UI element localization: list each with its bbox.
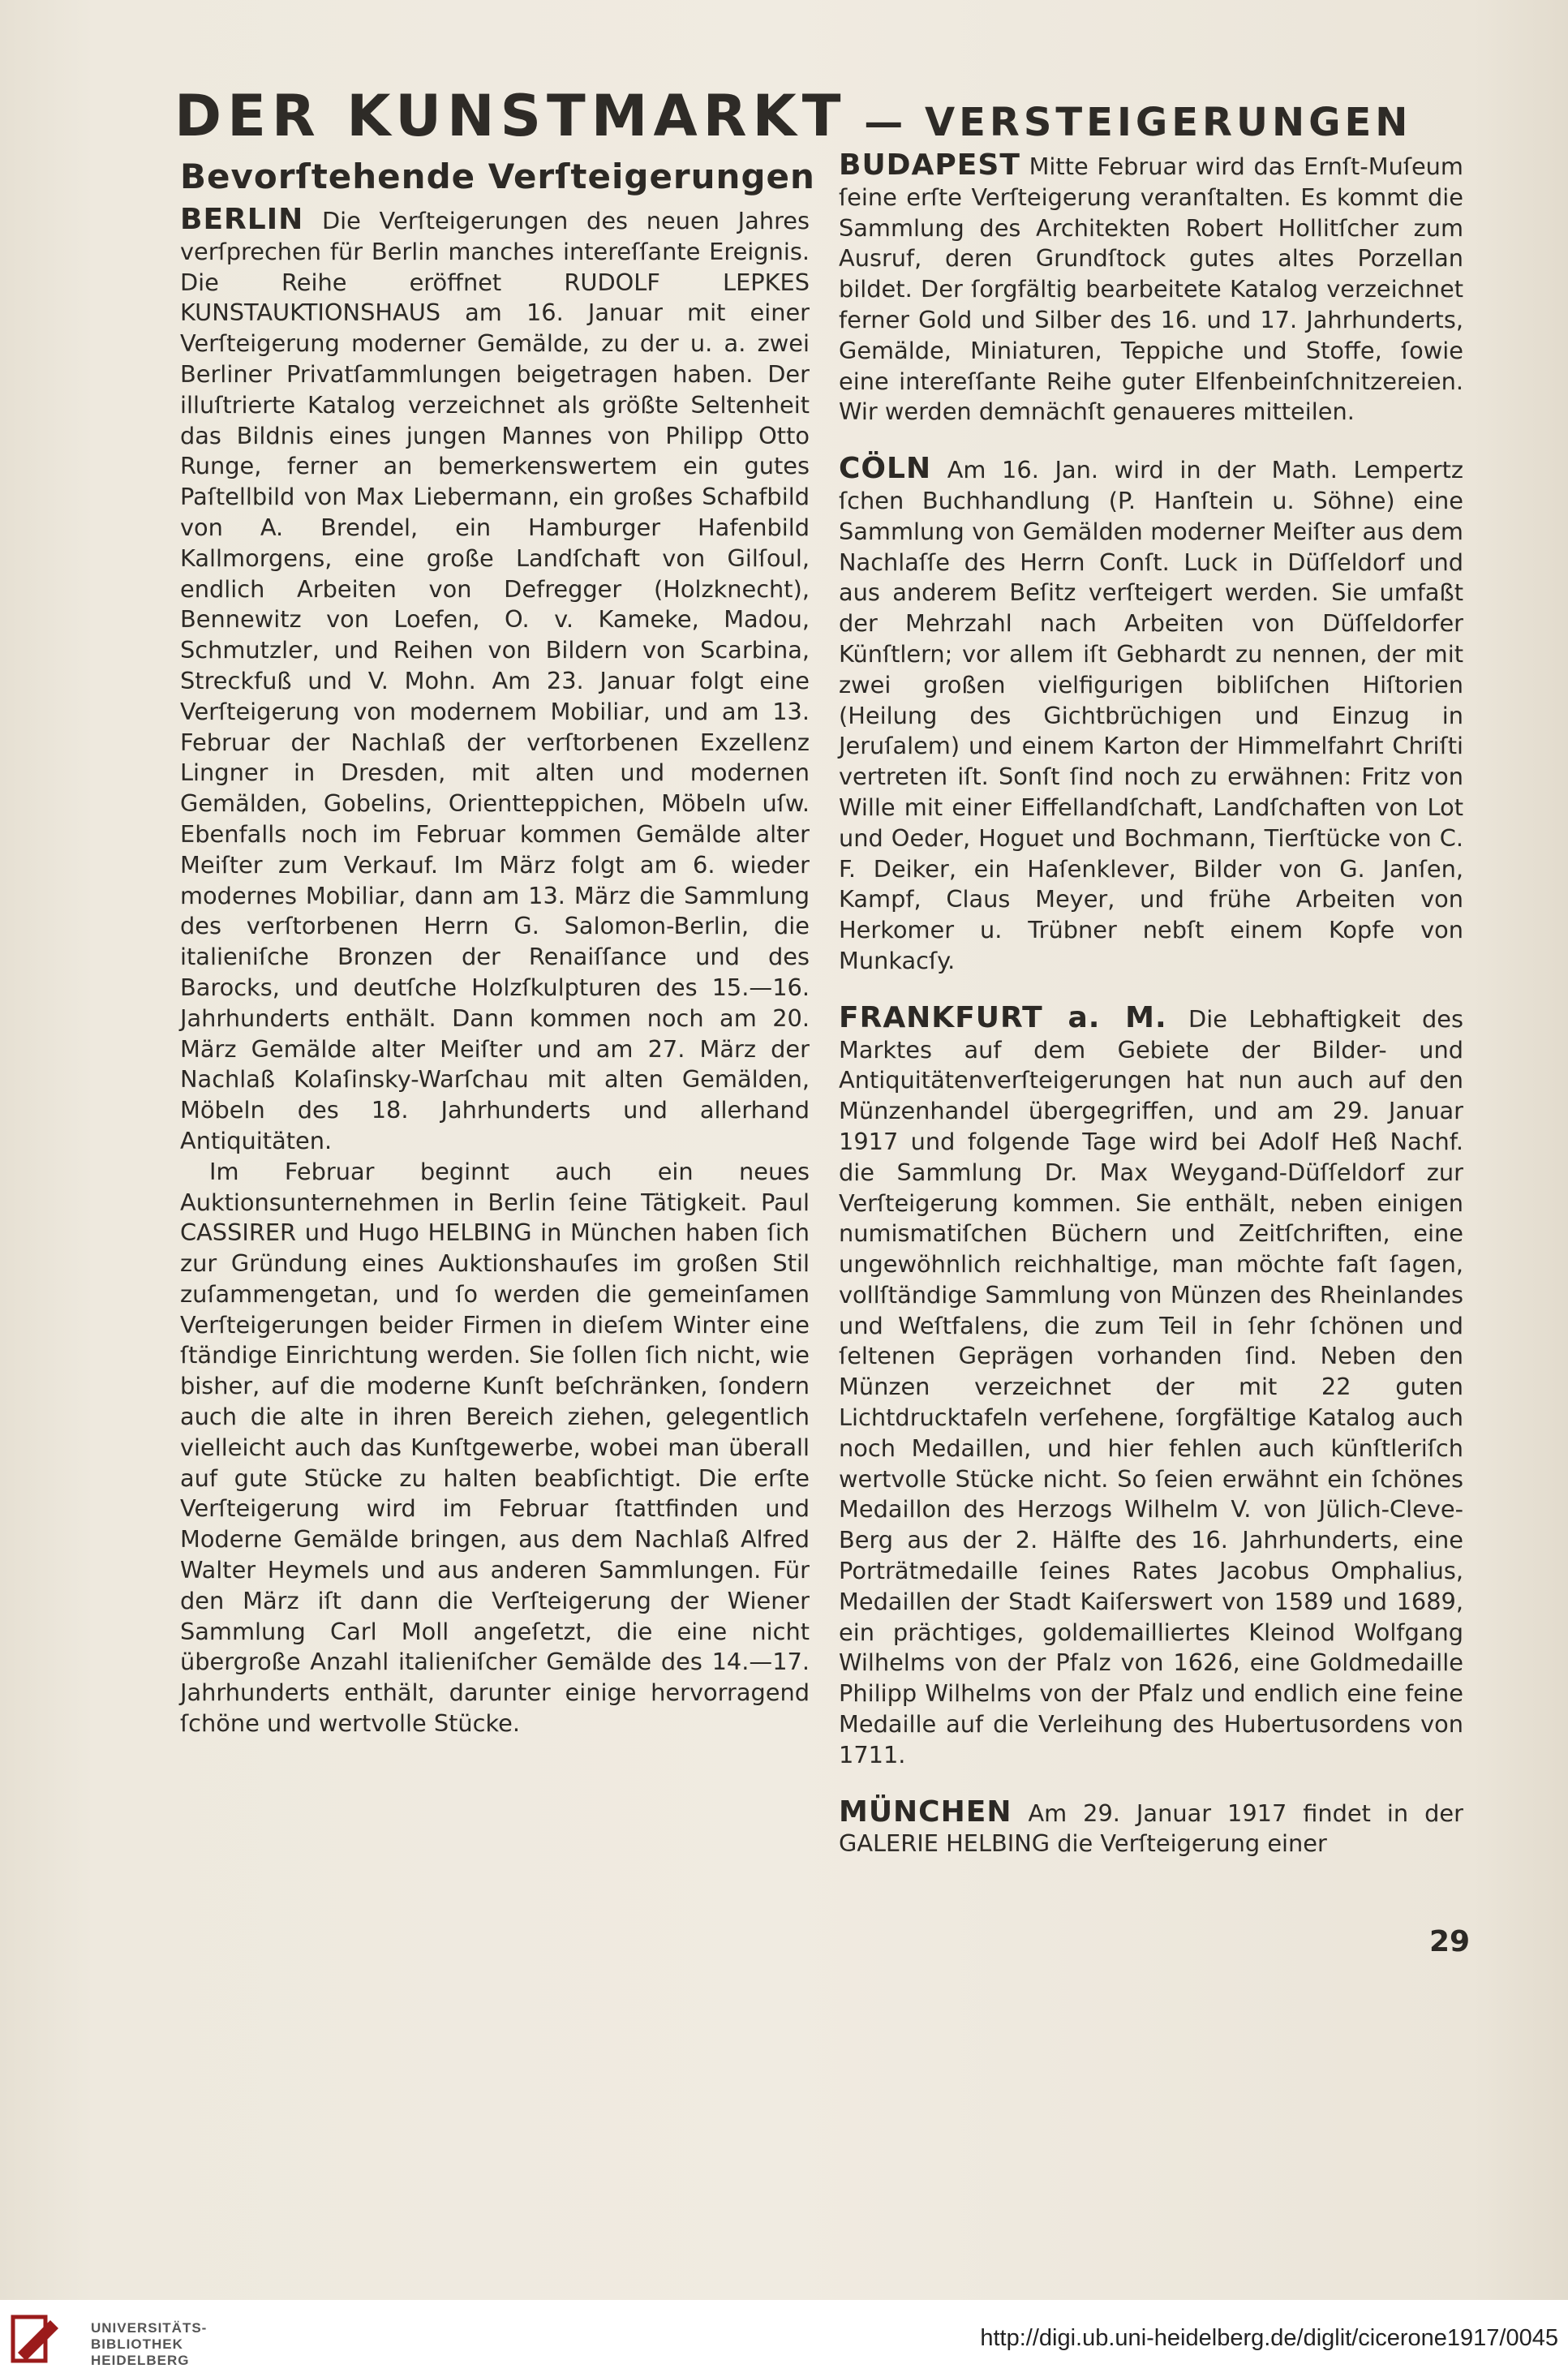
- berlin-text: Die Verſteigerungen des neuen Jahres verſprechen für Berlin manches intereſſante Ereignis. Die Reihe eröffnet RUDOLF LEPKES KUNSTAUKTIONSHAUS am 16. Januar mit einer Verſteigerung moderner Gemälde, zu der u. a. zwei Berliner Privatſammlungen beigetragen haben. Der illuſtrierte Katalog verzeichnet als größte Seltenheit das Bildnis eines jungen Mannes von Philipp Otto Runge, ferner an bemerkenswertem ein gutes Paſtellbild von Max Liebermann, ein großes Schafbild von A. Brendel, ein Hamburger Hafenbild Kallmorgens, eine große Landſchaft von Gilſoul, endlich Arbeiten von Defregger (Holzknecht), Bennewitz von Loefen, O. v. Kameke, Madou, Schmutzler, und Reihen von Bildern von Scarbina, Streckfuß und V. Mohn. Am 23. Januar folgt eine Verſteigerung von modernem Mobiliar, und am 13. Februar der Nachlaß der verſtorbenen Exzellenz Lingner in Dresden, mit alten und modernen Gemälden, Gobelins, Orientteppichen, Möbeln uſw. Ebenfalls noch im Februar kommen Gemälde alter Meiſter zum Verkauf. Im März folgt am 6. wieder modernes Mobiliar, dann am 13. März die Sammlung des verſtorbenen Herrn G. Salomon-Berlin, die italieniſche Bronzen der Renaiſſance und des Barocks, und deutſche Holzſkulpturen des 15.—16. Jahrhunderts enthält. Dann kommen noch am 20. März Gemälde alter Meiſter und am 27. März der Nachlaß Kolaſinsky-Warſchau mit alten Gemälden, Möbeln des 18. Jahrhunderts und allerhand Antiquitäten.: [180, 207, 810, 1154]
- city-heading-budapest: BUDAPEST: [839, 148, 1020, 182]
- library-name-line-1: UNIVERSITÄTS-: [91, 2320, 208, 2336]
- section-subheading: Bevorſtehende Verſteigerungen: [180, 157, 815, 196]
- title-sub: VERSTEIGERUNGEN: [924, 100, 1412, 145]
- muenchen-text: Am 29. Januar 1917 findet in der GALERIE HELBING die Verſteigerung einer: [839, 1799, 1463, 1858]
- right-column: [839, 150, 1463, 1859]
- source-url-link[interactable]: http://digi.ub.uni-heidelberg.de/diglit/cicerone1917/0045: [980, 2325, 1558, 2351]
- city-heading-muenchen: MÜNCHEN: [839, 1795, 1012, 1829]
- coeln-paragraph: [839, 453, 1463, 977]
- library-logo-icon[interactable]: [8, 2310, 65, 2367]
- title-main: DER KUNSTMARKT: [174, 83, 847, 149]
- coeln-text: Am 16. Jan. wird in der Math. Lempertz ſchen Buchhandlung (P. Hanſtein u. Söhne) eine Sammlung von Gemälden moderner Meiſter aus dem Nachlaſſe des Herrn Conſt. Luck in Düſſeldorf und aus anderem Beſitz verſteigert werden. Sie umfaßt der Mehrzahl nach Arbeiten von Düſſeldorfer Künſtlern; vor allem iſt Gebhardt zu nennen, der mit zwei großen vielfigurigen bibliſchen Hiſtorien (Heilung des Gichtbrüchigen und Einzug in Jeruſalem) und einem Karton der Himmelfahrt Chriſti vertreten iſt. Sonſt ſind noch zu erwähnen: Fritz von Wille mit einer Eiffellandſchaft, Landſchaften von Lot und Oeder, Hoguet und Bochmann, Tierſtücke von C. F. Deiker, ein Haſenklever, Bilder von G. Janſen, Kampf, Claus Meyer, und frühe Arbeiten von Herkomer u. Trübner nebſt einem Kopfe von Munkacſy.: [839, 456, 1463, 974]
- frankfurt-text: Die Lebhaftigkeit des Marktes auf dem Gebiete der Bilder- und Antiquitätenverſteigerungen hat nun auch auf den Münzenhandel übergegriffen, und am 29. Januar 1917 und folgende Tage wird bei Adolf Heß Nachf. die Sammlung Dr. Max Weygand-Düſſeldorf zur Verſteigerung kommen. Sie enthält, neben einigen numismatiſchen Büchern und Zeitſchriften, eine ungewöhnlich reichhaltige, man möchte faſt ſagen, vollſtändige Sammlung von Münzen des Rheinlandes und Weſtfalens, die zum Teil in ſehr ſchönen und ſeltenen Geprägen vorhanden ſind. Neben den Münzen verzeichnet der mit 22 guten Lichtdrucktafeln verſehene, ſorgfältige Katalog auch noch Medaillen, und hier fehlen auch künſtleriſch wertvolle Stücke nicht. So ſeien erwähnt ein ſchönes Medaillon des Herzogs Wilhelm V. von Jülich-Cleve-Berg aus der 2. Hälfte des 16. Jahrhunderts, eine Porträtmedaille ſeines Rates Jacobus Omphalius, Medaillen der Stadt Kaiſerswert von 1589 und 1689, ein prächtiges, goldemailliertes Kleinod Wolfgang Wilhelms von der Pfalz von 1626, eine Goldmedaille Philipp Wilhelms von der Pfalz und endlich eine feine Medaille auf die Verleihung des Hubertusordens von 1711.: [839, 1004, 1463, 1769]
- library-name-line-3: HEIDELBERG: [91, 2353, 190, 2368]
- page-title: [174, 83, 1448, 149]
- city-heading-frankfurt: FRANKFURT a. M.: [839, 1000, 1167, 1034]
- page-number: 29: [1429, 1925, 1471, 1958]
- budapest-paragraph: [839, 150, 1463, 428]
- berlin-paragraph: [180, 204, 810, 1157]
- city-heading-berlin: BERLIN: [180, 203, 304, 236]
- title-dash: —: [846, 100, 925, 145]
- budapest-text: Mitte Februar wird das Ernſt-Muſeum ſeine erſte Verſteigerung veranſtalten. Es kommt die Sammlung des Architekten Robert Hollitſcher zum Ausruf, deren Grundſtock gutes altes Porzellan bildet. Der ſorgfältig bearbeitete Katalog verzeichnet ferner Gold und Silber des 16. und 17. Jahrhunderts, Gemälde, Miniaturen, Teppiche und Stoffe, ſowie eine intereſſante Reihe guter Elfenbeinſchnitzereien. Wir werden demnächſt genaueres mitteilen.: [839, 153, 1463, 426]
- left-column: [180, 154, 815, 1739]
- library-name-line-2: BIBLIOTHEK: [91, 2336, 183, 2352]
- muenchen-paragraph: [839, 1797, 1463, 1860]
- library-name: [91, 2320, 207, 2369]
- auction-house-paragraph: Im Februar beginnt auch ein neues Auktionsunternehmen in Berlin ſeine Tätigkeit. Paul CASSIRER und Hugo HELBING in München haben ſich zur Gründung eines Auktionshauſes im großen Stil zuſammengetan, und ſo werden die gemeinſamen Verſteigerungen beider Firmen in dieſem Winter eine ſtändige Einrichtung werden. Sie ſollen ſich nicht, wie bisher, auf die moderne Kunſt beſchränken, ſondern auch die alte in ihren Bereich ziehen, gelegentlich vielleicht auch das Kunſtgewerbe, wobei man überall auf gute Stücke zu halten beabſichtigt. Die erſte Verſteigerung wird im Februar ſtattfinden und Moderne Gemälde bringen, aus dem Nachlaß Alfred Walter Heymels und aus anderen Sammlungen. Für den März iſt dann die Verſteigerung der Wiener Sammlung Carl Moll angeſetzt, die eine nicht übergroße Anzahl italieniſcher Gemälde des 14.—17. Jahrhunderts enthält, darunter einige hervorragend ſchöne und wertvolle Stücke.: [180, 1157, 810, 1738]
- city-heading-coeln: CÖLN: [839, 452, 932, 486]
- frankfurt-paragraph: [839, 1000, 1463, 1771]
